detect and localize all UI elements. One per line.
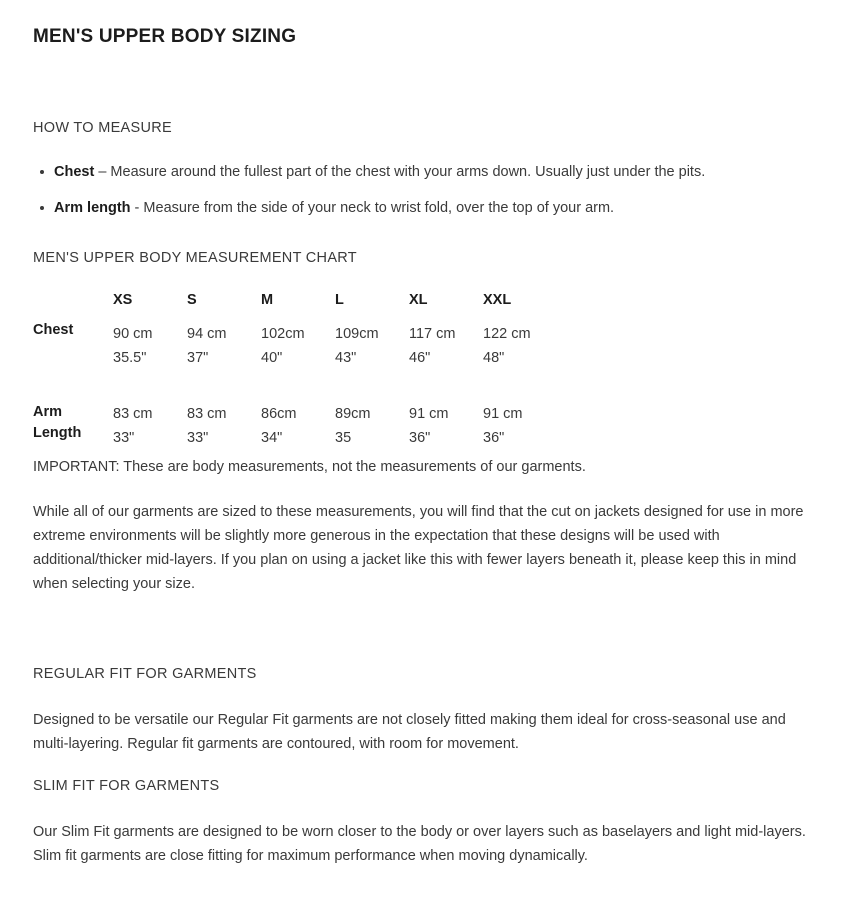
cell-value-inch: 48": [483, 350, 505, 366]
cell-chest-xxl: [483, 322, 557, 370]
measurement-chart-heading: MEN'S UPPER BODY MEASUREMENT CHART: [33, 250, 357, 266]
regular-fit-heading: REGULAR FIT FOR GARMENTS: [33, 666, 257, 682]
column-header-xl: XL: [409, 292, 428, 308]
cell-chest-s: [187, 322, 261, 370]
measure-text: Measure from the side of your neck to wrist fold, over the top of your arm.: [143, 200, 615, 216]
list-item: [54, 198, 816, 218]
cell-arm-s: [187, 402, 261, 450]
measure-term: Arm length: [54, 200, 131, 216]
spacer: [33, 266, 816, 292]
cell-value-cm: 102cm: [261, 326, 305, 342]
slim-fit-heading: SLIM FIT FOR GARMENTS: [33, 778, 220, 794]
cell-value-cm: 122 cm: [483, 326, 531, 342]
cell-value-cm: 83 cm: [113, 406, 153, 422]
garment-cut-paragraph: While all of our garments are sized to these measurements, you will find that the cut on jackets designed for use in more extreme environments will be slightly more generous in the expectation that these designs will be used with additional/thicker mid-layers. If you plan on using a jacket like this with fewer layers beneath it, please keep this in mind when selecting your size.: [33, 504, 804, 592]
cell-value-inch: 46": [409, 350, 431, 366]
cell-chest-xl: [409, 322, 483, 370]
cell-value-cm: 94 cm: [187, 326, 227, 342]
table-row: [33, 322, 557, 370]
cell-value-inch: 40": [261, 350, 283, 366]
cell-value-inch: 35.5": [113, 350, 147, 366]
spacer: [33, 794, 816, 820]
cell-arm-xs: [113, 402, 187, 450]
column-header-l: L: [335, 292, 344, 308]
cell-value-inch: 35: [335, 430, 352, 446]
column-header-xxl: XXL: [483, 292, 512, 308]
cell-arm-l: [335, 402, 409, 450]
row-header-line-2: Length: [33, 425, 82, 441]
measure-dash: -: [130, 200, 144, 216]
spacer: [33, 370, 557, 402]
how-to-measure-list: [33, 162, 816, 218]
measure-term: Chest: [54, 164, 95, 180]
column-header-empty: [33, 292, 113, 322]
cell-value-cm: 89cm: [335, 406, 371, 422]
column-header-m: M: [261, 292, 274, 308]
cell-value-inch: 33": [187, 430, 209, 446]
cell-value-inch: 34": [261, 430, 283, 446]
cell-chest-m: [261, 322, 335, 370]
cell-chest-l: [335, 322, 409, 370]
measurement-chart-table: [33, 292, 557, 450]
cell-value-inch: 36": [483, 430, 505, 446]
table-row: [33, 402, 557, 450]
spacer: [33, 234, 816, 250]
cell-value-cm: 117 cm: [409, 326, 456, 342]
column-header-s: S: [187, 292, 197, 308]
list-item: [54, 162, 816, 182]
cell-arm-m: [261, 402, 335, 450]
spacer: [33, 596, 816, 666]
cell-value-cm: 83 cm: [187, 406, 227, 422]
table-row-spacer: [33, 370, 557, 402]
regular-fit-paragraph: Designed to be versatile our Regular Fit garments are not closely fitted making them ideal for cross-seasonal use and multi-layering. Regular fit garments are contoured, with room for movement.: [33, 712, 786, 752]
row-header-arm-length: [33, 402, 113, 450]
row-header-line-1: Arm: [33, 404, 63, 420]
row-header-chest: Chest: [33, 322, 74, 338]
cell-value-inch: 43": [335, 350, 357, 366]
cell-value-cm: 90 cm: [113, 326, 153, 342]
spacer: [33, 682, 816, 708]
cell-value-cm: 91 cm: [483, 406, 523, 422]
cell-arm-xxl: [483, 402, 557, 450]
measure-dash: –: [94, 164, 111, 180]
column-header-xs: XS: [113, 292, 133, 308]
spacer: [33, 478, 816, 500]
cell-arm-xl: [409, 402, 483, 450]
page-title: MEN'S UPPER BODY SIZING: [33, 26, 297, 47]
table-header-row: [33, 292, 557, 322]
spacer: [33, 48, 816, 120]
cell-chest-xs: [113, 322, 187, 370]
spacer: [33, 136, 816, 162]
cell-value-cm: 86cm: [261, 406, 297, 422]
slim-fit-paragraph: Our Slim Fit garments are designed to be worn closer to the body or over layers such as baselayers and light mid-layers. Slim fit garments are close fitting for maximum performance when moving dynamically.: [33, 824, 806, 864]
important-note: IMPORTANT: These are body measurements, not the measurements of our garments.: [33, 459, 586, 475]
cell-value-cm: 109cm: [335, 326, 379, 342]
cell-value-inch: 37": [187, 350, 209, 366]
cell-value-inch: 33": [113, 430, 135, 446]
cell-value-cm: 91 cm: [409, 406, 449, 422]
spacer: [33, 756, 816, 778]
how-to-measure-heading: HOW TO MEASURE: [33, 120, 173, 136]
cell-value-inch: 36": [409, 430, 431, 446]
measure-text: Measure around the fullest part of the chest with your arms down. Usually just under the pits.: [110, 164, 706, 180]
